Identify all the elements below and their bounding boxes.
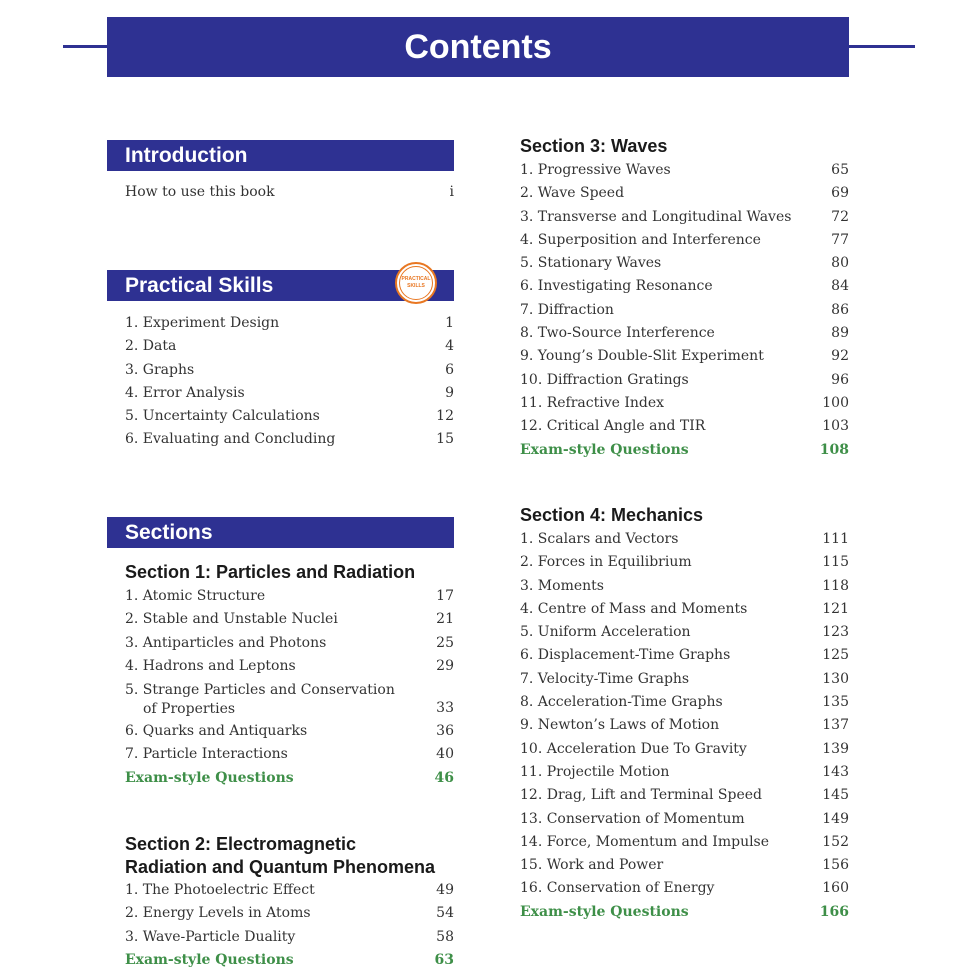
stamp-text-line1: PRACTICAL bbox=[401, 276, 431, 282]
toc-entry-label: 10. Acceleration Due To Gravity bbox=[520, 740, 747, 757]
toc-entry-label: 2. Data bbox=[125, 338, 177, 355]
toc-entry-page: 17 bbox=[436, 588, 454, 604]
exam-questions-entry[interactable] bbox=[125, 949, 454, 972]
toc-entry-page: 103 bbox=[822, 418, 849, 435]
toc-entry-page: 166 bbox=[819, 903, 849, 920]
toc-entry-page: 40 bbox=[436, 746, 454, 763]
toc-entry[interactable] bbox=[125, 655, 454, 678]
toc-entry[interactable] bbox=[520, 691, 849, 714]
toc-entry-label: 3. Transverse and Longitudinal Waves bbox=[520, 208, 792, 225]
toc-entry[interactable] bbox=[520, 784, 849, 807]
toc-entry-page: 54 bbox=[436, 905, 454, 922]
toc-entry[interactable] bbox=[125, 902, 454, 925]
toc-entry[interactable] bbox=[520, 415, 849, 438]
toc-entry-label: 11. Refractive Index bbox=[520, 394, 665, 411]
toc-entry-label: 9. Newton’s Laws of Motion bbox=[520, 717, 720, 734]
toc-entry-label: Exam-style Questions bbox=[520, 441, 689, 458]
introduction-list bbox=[125, 181, 454, 204]
toc-entry-label bbox=[125, 681, 395, 719]
toc-entry-page: 65 bbox=[831, 162, 849, 178]
page-title: Contents bbox=[107, 17, 849, 77]
toc-entry[interactable] bbox=[125, 359, 454, 382]
toc-entry-label: 13. Conservation of Momentum bbox=[520, 810, 745, 827]
toc-entry-label: 4. Superposition and Interference bbox=[520, 231, 761, 248]
toc-entry[interactable] bbox=[520, 738, 849, 761]
toc-entry-label: 9. Young’s Double-Slit Experiment bbox=[520, 348, 764, 365]
toc-entry[interactable] bbox=[125, 181, 454, 204]
toc-entry-label: 16. Conservation of Energy bbox=[520, 880, 715, 897]
toc-entry-label: 7. Diffraction bbox=[520, 301, 614, 318]
toc-entry-page: 118 bbox=[822, 577, 849, 594]
toc-entry[interactable] bbox=[125, 585, 454, 608]
section1-list bbox=[125, 585, 454, 790]
toc-entry-page: 100 bbox=[822, 394, 849, 411]
toc-entry-label: 1. Progressive Waves bbox=[520, 162, 671, 178]
section2-list bbox=[125, 879, 454, 972]
toc-entry[interactable] bbox=[125, 382, 454, 405]
practical-skills-list bbox=[125, 312, 454, 452]
toc-entry-page: 145 bbox=[822, 787, 849, 804]
toc-entry-label: 6. Investigating Resonance bbox=[520, 278, 713, 295]
toc-entry[interactable] bbox=[125, 879, 454, 902]
toc-entry-label: 2. Wave Speed bbox=[520, 185, 625, 202]
section4-heading: Section 4: Mechanics bbox=[520, 505, 704, 525]
practical-skills-stamp bbox=[395, 262, 437, 304]
section3-list bbox=[520, 159, 849, 462]
sections-heading: Sections bbox=[107, 517, 454, 548]
toc-entry-label: 5. Stationary Waves bbox=[520, 255, 662, 272]
toc-entry-label: 3. Antiparticles and Photons bbox=[125, 634, 327, 651]
toc-entry-page: 137 bbox=[822, 717, 849, 734]
toc-entry[interactable] bbox=[520, 159, 849, 182]
toc-entry[interactable] bbox=[520, 206, 849, 229]
toc-entry-page: 63 bbox=[434, 951, 454, 968]
toc-entry[interactable] bbox=[520, 275, 849, 298]
toc-entry-page: 130 bbox=[822, 670, 849, 687]
toc-entry[interactable] bbox=[125, 428, 454, 451]
toc-entry-label: 1. Atomic Structure bbox=[125, 588, 266, 604]
section2-heading-line2: Radiation and Quantum Phenomena bbox=[125, 857, 436, 877]
toc-entry[interactable] bbox=[520, 369, 849, 392]
toc-entry[interactable] bbox=[125, 678, 454, 720]
toc-entry-label: 1. Experiment Design bbox=[125, 315, 280, 331]
exam-questions-entry[interactable] bbox=[520, 439, 849, 462]
toc-entry[interactable] bbox=[520, 854, 849, 877]
toc-entry-page: 86 bbox=[831, 301, 849, 318]
toc-entry-label: 11. Projectile Motion bbox=[520, 763, 670, 780]
toc-entry-label: 15. Work and Power bbox=[520, 857, 664, 874]
toc-entry-label: 10. Diffraction Gratings bbox=[520, 371, 689, 388]
toc-entry-page: 123 bbox=[822, 624, 849, 641]
toc-entry[interactable] bbox=[125, 632, 454, 655]
toc-entry-page: 72 bbox=[831, 208, 849, 225]
toc-entry-page: 9 bbox=[445, 384, 454, 401]
toc-entry-page: i bbox=[449, 184, 454, 200]
toc-entry-label: 7. Velocity-Time Graphs bbox=[520, 670, 690, 687]
toc-entry[interactable] bbox=[520, 299, 849, 322]
toc-entry-label: Exam-style Questions bbox=[125, 951, 294, 968]
toc-entry[interactable] bbox=[125, 312, 454, 335]
section3-heading: Section 3: Waves bbox=[520, 136, 668, 156]
toc-entry-label: 12. Drag, Lift and Terminal Speed bbox=[520, 787, 763, 804]
toc-entry-label: 6. Evaluating and Concluding bbox=[125, 431, 336, 448]
toc-entry[interactable] bbox=[125, 720, 454, 743]
toc-entry[interactable] bbox=[520, 551, 849, 574]
toc-entry[interactable] bbox=[520, 229, 849, 252]
toc-entry-page: 160 bbox=[822, 880, 849, 897]
stamp-text-line2: SKILLS bbox=[407, 283, 425, 289]
toc-entry[interactable] bbox=[520, 182, 849, 205]
toc-entry-page: 152 bbox=[822, 833, 849, 850]
toc-entry-label: Exam-style Questions bbox=[520, 903, 689, 920]
toc-entry[interactable] bbox=[520, 322, 849, 345]
toc-entry-page: 139 bbox=[822, 740, 849, 757]
exam-questions-entry[interactable] bbox=[520, 901, 849, 924]
toc-entry-label: 6. Quarks and Antiquarks bbox=[125, 723, 308, 740]
toc-entry[interactable] bbox=[520, 345, 849, 368]
toc-entry-page: 111 bbox=[822, 531, 849, 547]
toc-entry[interactable] bbox=[520, 598, 849, 621]
title-rule-left bbox=[63, 45, 113, 48]
toc-entry[interactable] bbox=[520, 621, 849, 644]
toc-entry-label: 3. Moments bbox=[520, 577, 604, 594]
toc-entry-page: 29 bbox=[436, 657, 454, 674]
toc-entry[interactable] bbox=[520, 528, 849, 551]
toc-entry-label: 2. Stable and Unstable Nuclei bbox=[125, 611, 338, 628]
toc-entry-page: 125 bbox=[822, 647, 849, 664]
toc-entry-page: 149 bbox=[822, 810, 849, 827]
toc-entry-page: 1 bbox=[445, 315, 454, 331]
toc-entry-label: 2. Energy Levels in Atoms bbox=[125, 905, 311, 922]
toc-entry-page: 89 bbox=[831, 325, 849, 342]
toc-entry-page: 36 bbox=[436, 723, 454, 740]
toc-entry-page: 156 bbox=[822, 857, 849, 874]
toc-entry-label: 3. Graphs bbox=[125, 361, 195, 378]
toc-entry[interactable] bbox=[125, 608, 454, 631]
toc-entry-label: 8. Two-Source Interference bbox=[520, 325, 715, 342]
toc-entry-label-line1: 5. Strange Particles and Conservation bbox=[125, 682, 395, 699]
toc-entry-page: 25 bbox=[436, 634, 454, 651]
title-rule-right bbox=[845, 45, 915, 48]
toc-entry[interactable] bbox=[520, 668, 849, 691]
toc-entry[interactable] bbox=[520, 392, 849, 415]
toc-entry-label: Exam-style Questions bbox=[125, 769, 294, 786]
toc-entry-page: 80 bbox=[831, 255, 849, 272]
toc-entry[interactable] bbox=[520, 808, 849, 831]
toc-entry-label: 1. The Photoelectric Effect bbox=[125, 882, 315, 898]
toc-entry-label: 8. Acceleration-Time Graphs bbox=[520, 694, 723, 711]
toc-entry[interactable] bbox=[520, 877, 849, 900]
toc-entry[interactable] bbox=[125, 335, 454, 358]
section1-heading: Section 1: Particles and Radiation bbox=[125, 562, 416, 582]
toc-entry-page: 115 bbox=[822, 554, 849, 571]
toc-entry-page: 96 bbox=[831, 371, 849, 388]
toc-entry-label: 14. Force, Momentum and Impulse bbox=[520, 833, 770, 850]
toc-entry-page: 108 bbox=[819, 441, 849, 458]
toc-entry[interactable] bbox=[520, 252, 849, 275]
toc-entry-label: 6. Displacement-Time Graphs bbox=[520, 647, 731, 664]
toc-entry[interactable] bbox=[520, 714, 849, 737]
toc-entry[interactable] bbox=[520, 831, 849, 854]
toc-entry-page: 77 bbox=[831, 231, 849, 248]
toc-entry-page: 135 bbox=[822, 694, 849, 711]
toc-entry-page: 69 bbox=[831, 185, 849, 202]
practical-skills-heading: Practical Skills bbox=[107, 270, 454, 301]
toc-entry-label: 2. Forces in Equilibrium bbox=[520, 554, 692, 571]
toc-entry[interactable] bbox=[125, 926, 454, 949]
toc-entry[interactable] bbox=[125, 405, 454, 428]
toc-entry[interactable] bbox=[125, 743, 454, 766]
toc-entry-page: 49 bbox=[436, 882, 454, 898]
section4-list bbox=[520, 528, 849, 924]
toc-entry-label: 5. Uniform Acceleration bbox=[520, 624, 691, 641]
toc-entry-page: 84 bbox=[831, 278, 849, 295]
toc-entry[interactable] bbox=[520, 644, 849, 667]
toc-entry-label: 5. Uncertainty Calculations bbox=[125, 408, 320, 425]
toc-entry-label: 4. Hadrons and Leptons bbox=[125, 657, 296, 674]
toc-entry-page: 33 bbox=[436, 700, 454, 717]
toc-entry[interactable] bbox=[520, 761, 849, 784]
toc-entry-page: 12 bbox=[436, 408, 454, 425]
toc-entry-label: 4. Centre of Mass and Moments bbox=[520, 600, 748, 617]
section2-heading-line1: Section 2: Electromagnetic bbox=[125, 834, 357, 854]
toc-entry[interactable] bbox=[520, 575, 849, 598]
toc-entry-page: 143 bbox=[822, 763, 849, 780]
toc-entry-page: 58 bbox=[436, 928, 454, 945]
toc-entry-label-line2: of Properties bbox=[143, 701, 236, 718]
toc-entry-label: 3. Wave-Particle Duality bbox=[125, 928, 296, 945]
toc-entry-label: 4. Error Analysis bbox=[125, 384, 245, 401]
toc-entry-page: 92 bbox=[831, 348, 849, 365]
toc-entry-label: 7. Particle Interactions bbox=[125, 746, 288, 763]
toc-entry-page: 21 bbox=[436, 611, 454, 628]
toc-entry-label: 12. Critical Angle and TIR bbox=[520, 418, 706, 435]
toc-entry-page: 4 bbox=[445, 338, 454, 355]
toc-entry-page: 6 bbox=[445, 361, 454, 378]
toc-entry-label: How to use this book bbox=[125, 184, 275, 200]
exam-questions-entry[interactable] bbox=[125, 767, 454, 790]
toc-entry-label: 1. Scalars and Vectors bbox=[520, 531, 679, 547]
toc-entry-page: 46 bbox=[434, 769, 454, 786]
introduction-heading: Introduction bbox=[107, 140, 454, 171]
toc-entry-page: 15 bbox=[436, 431, 454, 448]
toc-entry-page: 121 bbox=[822, 600, 849, 617]
